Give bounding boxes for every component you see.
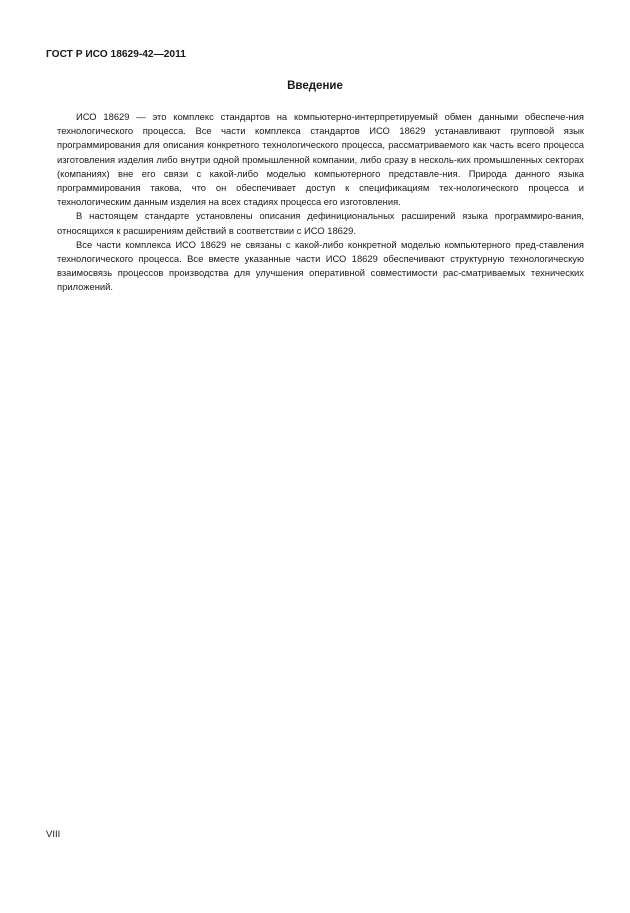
page-number: VIII (46, 829, 61, 840)
body-text (57, 110, 584, 295)
paragraph-intro: ИСО 18629 — это комплекс стандартов на компьютерно-интерпретируемый обмен данными обеспече-ния технологического процесса. Все части комплекса стандартов ИСО 18629 устанавливают групповой язык программирования для описания конкретного технологического процесса, рассматриваемого как часть всего процесса изготовления изделия либо внутри одной промышленной компании, либо сразу в несколь-ких промышленных секторах (компаниях) вне его связи с какой-либо моделью компьютерного представле-ния. Природа данного языка программирования такова, что он обеспечивает доступ к спецификациям тех-нологического процесса и технологическим данным изделия на всех стадиях процесса его изготовления. (57, 111, 584, 208)
paragraph-structure: Все части комплекса ИСО 18629 не связаны с какой-либо конкретной моделью компьютерного пред-ставления технологического процесса. Все вместе указанные части ИСО 18629 обеспечивают структурную технологическую взаимосвязь процессов производства для улучшения оперативной совместимости рас-сматриваемых технических приложений. (57, 238, 584, 293)
paragraph-scope: В настоящем стандарте установлены описания дефинициональных расширений языка программиро-вания, относящихся к расширениям действий в соответствии с ИСО 18629. (57, 210, 584, 236)
section-title: Введение (287, 80, 343, 92)
document-code-header: ГОСТ Р ИСО 18629-42—2011 (46, 49, 186, 60)
